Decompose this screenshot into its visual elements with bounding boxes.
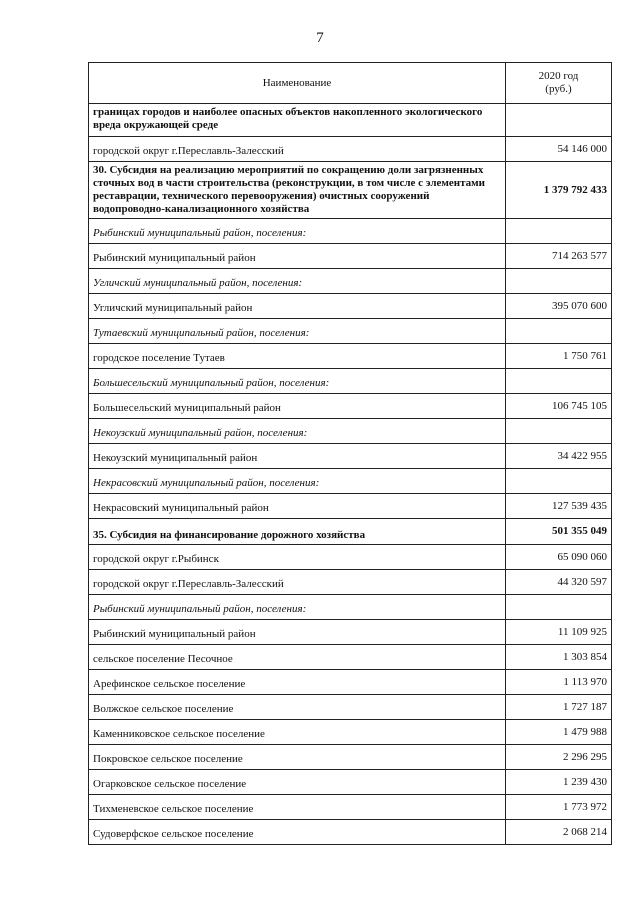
district-heading-row: [89, 419, 612, 444]
row-name-cell: Рыбинский муниципальный район: [89, 244, 506, 269]
continued-row: [89, 104, 612, 137]
row-name-cell: Рыбинский муниципальный район, поселения:: [89, 219, 506, 244]
amount-header-year: 2020 год: [538, 70, 579, 82]
row-name-cell: Волжское сельское поселение: [89, 695, 506, 720]
row-name-cell: Некрасовский муниципальный район, поселения:: [89, 469, 506, 494]
row-amount-cell: 714 263 577: [506, 244, 612, 269]
table-row: [89, 820, 612, 845]
table-row: [89, 494, 612, 519]
table-row: [89, 294, 612, 319]
row-name-cell: городское поселение Тутаев: [89, 344, 506, 369]
table-row: [89, 570, 612, 595]
row-amount-cell: 1 239 430: [506, 770, 612, 795]
row-name-cell: Некоузский муниципальный район, поселения:: [89, 419, 506, 444]
district-heading-row: [89, 269, 612, 294]
column-header-amount: [506, 63, 612, 104]
row-amount-cell: 44 320 597: [506, 570, 612, 595]
table-row: [89, 645, 612, 670]
row-amount-cell: 501 355 049: [506, 519, 612, 545]
row-amount-cell: 54 146 000: [506, 137, 612, 162]
column-header-name: Наименование: [89, 63, 506, 104]
row-name-cell: Судоверфское сельское поселение: [89, 820, 506, 845]
district-heading-row: [89, 219, 612, 244]
row-amount-cell: 1 750 761: [506, 344, 612, 369]
row-amount-cell: 1 727 187: [506, 695, 612, 720]
subsidy-row: [89, 162, 612, 219]
row-name-cell: 30. Субсидия на реализацию мероприятий по сокращению доли загрязненных сточных вод в части строительства (реконструкции, в том числе с элементами реставрации, технического перевооружения) очистных сооружений водопроводно-канализационного хозяйства: [89, 162, 506, 219]
row-amount-cell: 127 539 435: [506, 494, 612, 519]
row-name-cell: Каменниковское сельское поселение: [89, 720, 506, 745]
row-name-cell: Покровское сельское поселение: [89, 745, 506, 770]
row-name-cell: Арефинское сельское поселение: [89, 670, 506, 695]
row-amount-cell: [506, 595, 612, 620]
row-name-cell: Некрасовский муниципальный район: [89, 494, 506, 519]
row-name-cell: Огарковское сельское поселение: [89, 770, 506, 795]
row-amount-cell: 2 296 295: [506, 745, 612, 770]
table-header-row: [89, 63, 612, 104]
table-row: [89, 670, 612, 695]
district-heading-row: [89, 595, 612, 620]
row-name-cell: сельское поселение Песочное: [89, 645, 506, 670]
row-amount-cell: 1 303 854: [506, 645, 612, 670]
row-name-cell: Рыбинский муниципальный район: [89, 620, 506, 645]
row-amount-cell: 34 422 955: [506, 444, 612, 469]
row-name-cell: Рыбинский муниципальный район, поселения:: [89, 595, 506, 620]
row-name-cell: границах городов и наиболее опасных объектов накопленного экологического вреда окружающей среде: [89, 104, 506, 137]
table-row: [89, 244, 612, 269]
table-row: [89, 545, 612, 570]
row-amount-cell: 1 379 792 433: [506, 162, 612, 219]
row-name-cell: Большесельский муниципальный район: [89, 394, 506, 419]
table-row: [89, 720, 612, 745]
row-amount-cell: 106 745 105: [506, 394, 612, 419]
row-amount-cell: [506, 469, 612, 494]
subsidy-table: [88, 62, 612, 845]
table-row: [89, 770, 612, 795]
row-amount-cell: [506, 219, 612, 244]
row-name-cell: 35. Субсидия на финансирование дорожного хозяйства: [89, 519, 506, 545]
table-body: [89, 104, 612, 845]
row-amount-cell: [506, 269, 612, 294]
row-amount-cell: 11 109 925: [506, 620, 612, 645]
row-name-cell: городской округ г.Переславль-Залесский: [89, 137, 506, 162]
row-name-cell: Угличский муниципальный район: [89, 294, 506, 319]
row-amount-cell: 395 070 600: [506, 294, 612, 319]
row-name-cell: Некоузский муниципальный район: [89, 444, 506, 469]
subsidy-row: [89, 519, 612, 545]
table-row: [89, 394, 612, 419]
table-row: [89, 137, 612, 162]
page-number: 7: [316, 30, 324, 46]
row-amount-cell: 2 068 214: [506, 820, 612, 845]
row-name-cell: городской округ г.Переславль-Залесский: [89, 570, 506, 595]
row-amount-cell: [506, 419, 612, 444]
table-row: [89, 444, 612, 469]
table-row: [89, 344, 612, 369]
table-row: [89, 695, 612, 720]
row-amount-cell: 1 773 972: [506, 795, 612, 820]
row-amount-cell: [506, 319, 612, 344]
district-heading-row: [89, 319, 612, 344]
table-row: [89, 620, 612, 645]
row-name-cell: Большесельский муниципальный район, поселения:: [89, 369, 506, 394]
table-row: [89, 795, 612, 820]
row-name-cell: Тутаевский муниципальный район, поселения:: [89, 319, 506, 344]
row-amount-cell: 65 090 060: [506, 545, 612, 570]
amount-header-unit: (руб.): [545, 83, 572, 95]
row-name-cell: городской округ г.Рыбинск: [89, 545, 506, 570]
district-heading-row: [89, 469, 612, 494]
row-amount-cell: 1 479 988: [506, 720, 612, 745]
row-name-cell: Тихменевское сельское поселение: [89, 795, 506, 820]
row-amount-cell: 1 113 970: [506, 670, 612, 695]
table-row: [89, 745, 612, 770]
district-heading-row: [89, 369, 612, 394]
row-amount-cell: [506, 369, 612, 394]
row-name-cell: Угличский муниципальный район, поселения:: [89, 269, 506, 294]
row-amount-cell: [506, 104, 612, 137]
